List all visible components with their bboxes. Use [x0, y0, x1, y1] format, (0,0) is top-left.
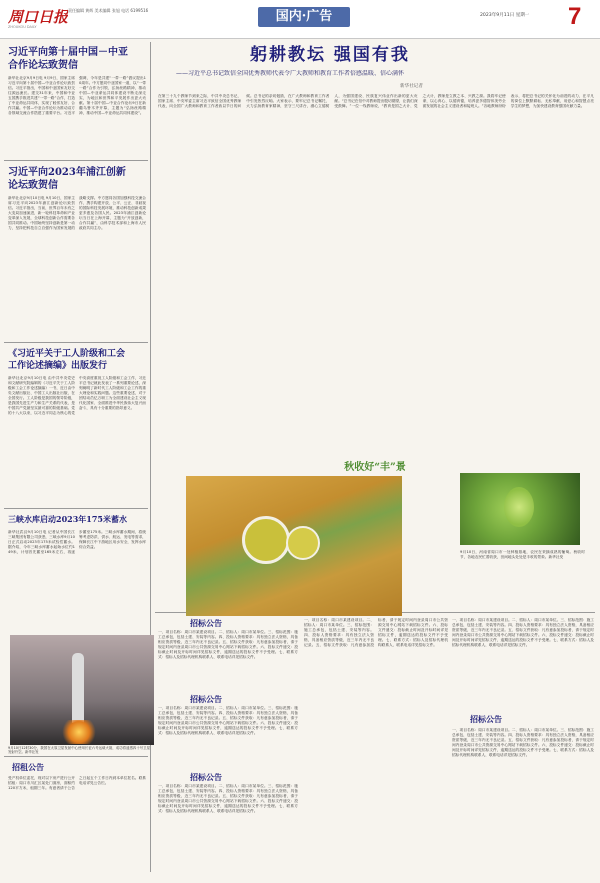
- notice-body-1: 一、项目名称：周口市某建设项目。二、招标人：周口市某单位。三、招标范围：施工总承包，包括土建、安装等内容。四、投标人资格要求：具有独立法人资格，具备相应资质等级，近三年内无不良记录。五、招标文件获取：凡有意参加投标者，请于规定时间内登录周口市公共资源交易中心网站下载招标文件。六、投标文件递交：投标截止时间及开标时间详见招标文件，逾期送达的投标文件不予受理。七、联系方式：招标人及招标代理机构联系人、联系电话详见招标文件。: [158, 630, 298, 659]
- article-2-title: [8, 166, 148, 192]
- divider: [4, 342, 148, 343]
- notice-title-4: 招标公告: [470, 714, 502, 724]
- notice-body-right-top: 一、项目名称：周口市某建设项目。二、招标人：周口市某单位。三、招标范围：施工总承包，包括土建、安装等内容。四、投标人资格要求：具有独立法人资格，具备相应资质等级，近三年内无不良记录。五、招标文件获取：凡有意参加投标者，请于规定时间内登录周口市公共资源交易中心网站下载招标文件。六、投标文件递交：投标截止时间及开标时间详见招标文件，逾期送达的投标文件不予受理。七、联系方式：招标人及招标代理机构联系人、联系电话详见招标文件。: [452, 618, 594, 647]
- main-subheadline: ——习近平总书记致信全国优秀教师代表令广大教师和教育工作者倍感温暖、信心满怀: [176, 70, 405, 77]
- rental-notice-title: 招租公告: [12, 762, 44, 772]
- notice-body-2: 一、项目名称：周口市某建设项目。二、招标人：周口市某单位。三、招标范围：施工总承包，包括土建、安装等内容。四、投标人资格要求：具有独立法人资格，具备相应资质等级，近三年内无不良记录。五、招标文件获取：凡有意参加投标者，请于规定时间内登录周口市公共资源交易中心网站下载招标文件。六、投标文件递交：投标截止时间及开标时间详见招标文件，逾期送达的投标文件不予受理。七、联系方式：招标人及招标代理机构联系人、联系电话详见招标文件。: [158, 706, 298, 735]
- divider: [4, 756, 148, 757]
- article-1-title: [8, 46, 148, 72]
- article-2-title-line2: 论坛致贺信: [8, 180, 58, 191]
- rocket-body: [72, 653, 84, 723]
- article-1-title-line1: 习近平向第十届中国－中亚: [8, 47, 128, 58]
- article-2-body: 新华社北京9月10日电 9月10日，国家主席习近平向2023年浦江创新论坛致贺信。习近平指出，当前，世界百年未有之大变局加速演进，新一轮科技革命和产业变革深入发展，全球科技创新合作需要各国共同推动。中国始终坚持创新是第一动力，坚持把科技自立自强作为国家发展的战略支撑。中方愿同各国加强科技交流合作，携手构建开放、公平、公正、非歧视的国际科技发展环境，推动科技创新成果更多惠及各国人民。2023年浦江创新论坛当日在上海开幕，主题为“开放创新，合作共赢”，由科学技术部和上海市人民政府共同主办。: [8, 196, 146, 230]
- article-4-title: 三峡水库启动2023年175米蓄水: [8, 514, 127, 524]
- article-4-body: 新华社武汉9月10日电 记者从中国长江三峡集团有限公司获悉，三峡水库9月10日正式启动2023年175米试验性蓄水。据介绍，今年三峡水库蓄水起始水位约149米，计划首先蓄至165米左右，再逐步蓄至175米。三峡水库蓄水期间，将统筹考虑防洪、供水、航运、发电等需求，保障长江中下游地区用水安全，发挥水库综合效益。: [8, 530, 146, 554]
- article-1-title-line2: 合作论坛致贺信: [8, 60, 78, 71]
- article-3-title: [8, 348, 148, 372]
- divider: [4, 508, 148, 509]
- article-1-body: 新华社北京9月9日电 9月9日，国家主席习近平向第十届中国—中亚合作论坛致贺信。习近平指出，中国和中亚国家友好交往源远流长。建交31年来，中国和中亚五国携手推进共建“一带一路”合作，打造了中亚命运共同体，实现了睦邻友好、合作共赢。中国—中亚合作论坛为推动双方各领域交流合作搭建了重要平台。习近平强调，今年是共建“一带一路”倡议提出10周年。中方愿同中亚国家一道，以“一带一路”合作为引领，弘扬丝路精神，推动中国—中亚命运共同体建设不断走深走实，为地区和世界和平发展作出更大贡献。第十届中国—中亚合作论坛9日在新疆乌鲁木齐开幕，主题为“弘扬丝路精神，推动中国—中亚命运共同体建设”。: [8, 76, 146, 115]
- main-article-body: 在第三十九个教师节到来之际，中共中央总书记、国家主席、中央军委主席习近平致信全国优秀教师代表，向全国广大教师和教育工作者致以节日的问候。总书记的亲切勉励，在广大教师和教育工作者中引发热烈反响。大家表示，要牢记总书记嘱托，大力弘扬教育家精神，坚守三尺讲台，潜心立德树人，为强国建设、民族复兴伟业作出新的更大贡献。“总书记在信中对教师提出殷切期望，让我们深受鼓舞。”一位一线教师说，“教育是国之大计、党之大计，教师是立教之本、兴教之源。我将牢记使命，以心育心、以德育德，培养更多德智体美劳全面发展的社会主义建设者和接班人。”各地教师纷纷表示，将把总书记的关怀化为前进的动力，在平凡的岗位上默默耕耘、无私奉献，用爱心和智慧点亮学生的梦想，为加快建设教育强国贡献力量。: [158, 94, 594, 108]
- column-divider: [150, 42, 151, 872]
- rocket-caption: 9月10日12时30分，我国在太原卫星发射中心使用长征六号运载火箭，成功将遥感四十号卫星发射升空。新华社发: [8, 746, 150, 755]
- photo-feature-caption: 9月10日，河南省周口市一处种植基地，农民在采摘成熟的葡萄。秋收时节，各地农民忙着收获，田间地头处处是丰收的景象。新华社发: [460, 550, 585, 559]
- main-byline: 新华社记者: [400, 84, 423, 89]
- article-3-title-line2: 工作论述摘编》出版发行: [8, 361, 108, 371]
- notice-title-2: 招标公告: [190, 694, 222, 704]
- article-3-title-line1: 《习近平关于工人阶级和工会: [8, 349, 126, 359]
- harvest-basket: [286, 526, 320, 560]
- grape-bunch: [504, 487, 534, 527]
- rental-notice-body: 受产权单位委托，现对以下房产进行公开招租：周口市川汇区某处门面房，面积约120平方米，租期三年。有意者请于公告之日起五个工作日内到本单位报名。联系电话详见公告栏。: [8, 776, 146, 790]
- masthead: [0, 0, 600, 39]
- notice-title-1: 招标公告: [190, 618, 222, 628]
- issue-date: 2023年9月11日 星期一: [480, 13, 530, 18]
- newspaper-logo-sub: ZHOUKOU DAILY: [8, 25, 37, 29]
- editor-info: 责任编辑 黄辉 美术编辑 张旭 电话 6199516: [68, 8, 149, 13]
- notice-body-right-bottom: 一、项目名称：周口市某建设项目。二、招标人：周口市某单位。三、招标范围：施工总承包，包括土建、安装等内容。四、投标人资格要求：具有独立法人资格，具备相应资质等级，近三年内无不良记录。五、招标文件获取：凡有意参加投标者，请于规定时间内登录周口市公共资源交易中心网站下载招标文件。六、投标文件递交：投标截止时间及开标时间详见招标文件，逾期送达的投标文件不予受理。七、联系方式：招标人及招标代理机构联系人、联系电话详见招标文件。: [452, 728, 594, 757]
- page-number: 7: [568, 3, 582, 30]
- harvest-photo: [186, 476, 402, 616]
- newspaper-logo: 周口日报: [8, 8, 69, 26]
- harvest-basket: [242, 516, 290, 564]
- section-label: 国内·广告: [275, 9, 333, 24]
- photo-feature-title: 秋收好“丰”景: [344, 462, 406, 473]
- notice-body-middle: 一、项目名称：周口市某建设项目。二、招标人：周口市某单位。三、招标范围：施工总承包，包括土建、安装等内容。四、投标人资格要求：具有独立法人资格，具备相应资质等级，近三年内无不良记录。五、招标文件获取：凡有意参加投标者，请于规定时间内登录周口市公共资源交易中心网站下载招标文件。六、投标文件递交：投标截止时间及开标时间详见招标文件，逾期送达的投标文件不予受理。七、联系方式：招标人及招标代理机构联系人、联系电话详见招标文件。: [304, 618, 448, 647]
- article-3-body: 新华社北京9月10日电 由中共中央党史和文献研究院编辑的《习近平关于工人阶级和工会工作论述摘编》一书，近日由中央文献出版社、中国工人出版社出版，在全国发行。工人阶级是我国的领导阶级，是我国先进生产力和生产关系的代表，是中国共产党最坚实最可靠的阶级基础。党的十八大以来，以习近平同志为核心的党中央高度重视工人阶级和工会工作，习近平总书记就此发表了一系列重要论述，深刻阐明了新时代工人阶级和工会工作的重大理论和实践问题。这些重要论述，对于团结动员亿万职工为全面建设社会主义现代化国家、全面推进中华民族伟大复兴而奋斗，具有十分重要的指导意义。: [8, 376, 146, 415]
- main-headline: 躬耕教坛 强国有我: [250, 45, 410, 65]
- notice-title-3: 招标公告: [190, 772, 222, 782]
- rocket-launch-photo: [10, 635, 154, 745]
- grape-photo: [460, 473, 580, 545]
- notice-body-3: 一、项目名称：周口市某建设项目。二、招标人：周口市某单位。三、招标范围：施工总承包，包括土建、安装等内容。四、投标人资格要求：具有独立法人资格，具备相应资质等级，近三年内无不良记录。五、招标文件获取：凡有意参加投标者，请于规定时间内登录周口市公共资源交易中心网站下载招标文件。六、投标文件递交：投标截止时间及开标时间详见招标文件，逾期送达的投标文件不予受理。七、联系方式：招标人及招标代理机构联系人、联系电话详见招标文件。: [158, 784, 298, 813]
- rocket-flame: [62, 720, 96, 744]
- article-2-title-line1: 习近平向2023年浦江创新: [8, 167, 126, 178]
- divider: [4, 160, 148, 161]
